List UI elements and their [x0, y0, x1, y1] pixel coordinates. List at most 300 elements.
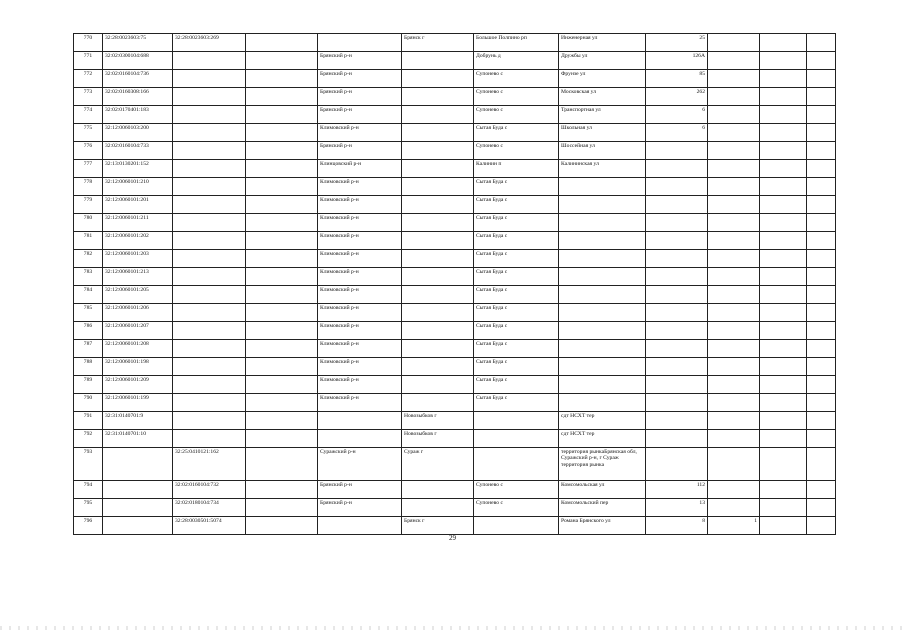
cell-settlement — [474, 430, 559, 448]
cell-column-11 — [760, 517, 807, 535]
cell-column-10 — [708, 106, 760, 124]
cell-district: Климовский р-н — [318, 268, 402, 286]
cell-street — [559, 304, 646, 322]
table-row — [74, 52, 836, 70]
cell-column-4 — [246, 142, 318, 160]
cell-column-11 — [760, 499, 807, 517]
table-row — [74, 250, 836, 268]
cell-column-10 — [708, 250, 760, 268]
cell-city — [402, 394, 474, 412]
cell-column-11 — [760, 88, 807, 106]
cell-city — [402, 142, 474, 160]
cell-row-number: 777 — [74, 160, 103, 178]
cell-column-4 — [246, 250, 318, 268]
cell-cadastral-number — [103, 448, 173, 481]
table-row — [74, 70, 836, 88]
cell-column-4 — [246, 394, 318, 412]
cell-row-number: 774 — [74, 106, 103, 124]
cell-parent-cadastral-number — [173, 268, 246, 286]
cell-street — [559, 214, 646, 232]
cell-column-10 — [708, 430, 760, 448]
cell-column-12 — [807, 88, 836, 106]
cell-column-10 — [708, 214, 760, 232]
cell-column-4 — [246, 499, 318, 517]
cell-column-11 — [760, 214, 807, 232]
cell-row-number: 784 — [74, 286, 103, 304]
cell-column-11 — [760, 481, 807, 499]
cell-street: Комсомольская ул — [559, 481, 646, 499]
cell-row-number: 793 — [74, 448, 103, 481]
cell-house-number — [646, 160, 708, 178]
cell-house-number: 8 — [646, 517, 708, 535]
cell-parent-cadastral-number: 32:28:0023603:269 — [173, 34, 246, 52]
table-row — [74, 214, 836, 232]
cell-district: Брянский р-н — [318, 499, 402, 517]
cell-column-10 — [708, 376, 760, 394]
cell-column-10 — [708, 88, 760, 106]
cell-column-4 — [246, 106, 318, 124]
cell-column-4 — [246, 70, 318, 88]
cell-street: Шоссейная ул — [559, 142, 646, 160]
cell-city — [402, 499, 474, 517]
cell-cadastral-number: 32:12:0060101:198 — [103, 358, 173, 376]
cell-parent-cadastral-number: 32:28:0030501:5074 — [173, 517, 246, 535]
cell-house-number — [646, 448, 708, 481]
cell-row-number: 796 — [74, 517, 103, 535]
cell-row-number: 780 — [74, 214, 103, 232]
cell-row-number: 792 — [74, 430, 103, 448]
cell-district — [318, 34, 402, 52]
cell-row-number: 770 — [74, 34, 103, 52]
table-row — [74, 430, 836, 448]
cell-column-12 — [807, 196, 836, 214]
cell-house-number — [646, 340, 708, 358]
cell-city — [402, 88, 474, 106]
table-row — [74, 448, 836, 481]
cell-column-4 — [246, 430, 318, 448]
table-row — [74, 517, 836, 535]
cell-column-11 — [760, 340, 807, 358]
cell-district: Климовский р-н — [318, 178, 402, 196]
cell-settlement — [474, 517, 559, 535]
table-row — [74, 412, 836, 430]
cell-settlement: Калинин п — [474, 160, 559, 178]
table-row — [74, 196, 836, 214]
table-row — [74, 376, 836, 394]
cell-district: Климовский р-н — [318, 286, 402, 304]
cell-column-11 — [760, 376, 807, 394]
cell-settlement: Сытая Буда с — [474, 376, 559, 394]
cell-column-10 — [708, 160, 760, 178]
cell-street: сдт НСХТ тер — [559, 412, 646, 430]
cell-column-4 — [246, 376, 318, 394]
cell-column-12 — [807, 214, 836, 232]
cell-settlement: Большое Полпино рп — [474, 34, 559, 52]
cell-cadastral-number: 32:12:0060101:207 — [103, 322, 173, 340]
cell-column-10 — [708, 358, 760, 376]
cell-row-number: 782 — [74, 250, 103, 268]
cell-column-12 — [807, 52, 836, 70]
cell-column-10 — [708, 286, 760, 304]
cell-cadastral-number: 32:12:0060101:206 — [103, 304, 173, 322]
cell-column-10 — [708, 304, 760, 322]
cell-house-number — [646, 412, 708, 430]
cell-row-number: 779 — [74, 196, 103, 214]
cell-settlement: Сытая Буда с — [474, 214, 559, 232]
cell-column-12 — [807, 517, 836, 535]
cell-parent-cadastral-number — [173, 142, 246, 160]
cell-column-11 — [760, 160, 807, 178]
cell-house-number — [646, 322, 708, 340]
cell-house-number: 112 — [646, 481, 708, 499]
cell-column-12 — [807, 412, 836, 430]
cell-city — [402, 70, 474, 88]
cell-settlement: Сытая Буда с — [474, 286, 559, 304]
cell-district: Клинцовский р-н — [318, 160, 402, 178]
cell-column-11 — [760, 34, 807, 52]
cell-column-10 — [708, 322, 760, 340]
cell-house-number — [646, 304, 708, 322]
table-row — [74, 340, 836, 358]
cell-column-10 — [708, 268, 760, 286]
cell-cadastral-number: 32:12:0060101:208 — [103, 340, 173, 358]
cell-column-10 — [708, 178, 760, 196]
cell-column-12 — [807, 394, 836, 412]
cell-column-4 — [246, 196, 318, 214]
cell-house-number — [646, 232, 708, 250]
cell-column-12 — [807, 106, 836, 124]
cell-cadastral-number: 32:12:0060101:211 — [103, 214, 173, 232]
cell-city: Новозыбков г — [402, 412, 474, 430]
cell-row-number: 787 — [74, 340, 103, 358]
cell-district: Брянский р-н — [318, 52, 402, 70]
cell-settlement: Сытая Буда с — [474, 268, 559, 286]
cell-parent-cadastral-number — [173, 160, 246, 178]
cell-house-number — [646, 178, 708, 196]
cell-parent-cadastral-number — [173, 412, 246, 430]
cell-district: Брянский р-н — [318, 106, 402, 124]
table-row — [74, 322, 836, 340]
cell-column-12 — [807, 178, 836, 196]
cell-house-number — [646, 430, 708, 448]
cell-house-number — [646, 142, 708, 160]
cell-street — [559, 394, 646, 412]
cell-column-10 — [708, 52, 760, 70]
cell-column-12 — [807, 250, 836, 268]
cell-row-number: 778 — [74, 178, 103, 196]
cell-street — [559, 358, 646, 376]
cell-settlement: Сытая Буда с — [474, 196, 559, 214]
cell-column-10 — [708, 70, 760, 88]
cell-column-12 — [807, 286, 836, 304]
cell-street: Дружбы ул — [559, 52, 646, 70]
cell-parent-cadastral-number — [173, 214, 246, 232]
cell-cadastral-number — [103, 481, 173, 499]
cell-parent-cadastral-number — [173, 52, 246, 70]
cell-column-4 — [246, 412, 318, 430]
cell-settlement: Сытая Буда с — [474, 232, 559, 250]
cell-city — [402, 232, 474, 250]
cell-column-12 — [807, 142, 836, 160]
cell-city — [402, 52, 474, 70]
cell-house-number: 85 — [646, 70, 708, 88]
cell-column-4 — [246, 214, 318, 232]
cell-row-number: 775 — [74, 124, 103, 142]
cell-column-12 — [807, 304, 836, 322]
cell-house-number — [646, 268, 708, 286]
cell-settlement: Супонево с — [474, 70, 559, 88]
cell-settlement: Сытая Буда с — [474, 340, 559, 358]
table-row — [74, 160, 836, 178]
cell-column-11 — [760, 358, 807, 376]
cell-house-number — [646, 196, 708, 214]
cell-cadastral-number: 32:31:0140701:9 — [103, 412, 173, 430]
cell-district: Брянский р-н — [318, 70, 402, 88]
cell-parent-cadastral-number — [173, 250, 246, 268]
cell-parent-cadastral-number — [173, 394, 246, 412]
cell-city — [402, 106, 474, 124]
cell-column-11 — [760, 196, 807, 214]
cell-row-number: 781 — [74, 232, 103, 250]
cell-row-number: 773 — [74, 88, 103, 106]
cell-district: Климовский р-н — [318, 214, 402, 232]
table-row — [74, 394, 836, 412]
cell-column-12 — [807, 430, 836, 448]
cell-house-number — [646, 376, 708, 394]
cell-column-4 — [246, 340, 318, 358]
cell-parent-cadastral-number — [173, 358, 246, 376]
cell-house-number — [646, 214, 708, 232]
cell-column-4 — [246, 358, 318, 376]
cell-column-10 — [708, 232, 760, 250]
table-row — [74, 142, 836, 160]
cell-settlement: Супонево с — [474, 106, 559, 124]
cell-parent-cadastral-number — [173, 178, 246, 196]
cell-parent-cadastral-number — [173, 286, 246, 304]
cell-district: Климовский р-н — [318, 124, 402, 142]
cell-district: Климовский р-н — [318, 196, 402, 214]
cell-column-12 — [807, 481, 836, 499]
cell-settlement: Супонево с — [474, 499, 559, 517]
table-row — [74, 499, 836, 517]
cell-parent-cadastral-number — [173, 376, 246, 394]
cell-settlement: Сытая Буда с — [474, 250, 559, 268]
cell-district: Климовский р-н — [318, 232, 402, 250]
cell-column-4 — [246, 481, 318, 499]
cell-city — [402, 268, 474, 286]
cell-street: территория рынкаБрянская обл, Суражский р-н, г Сураж территория рынка — [559, 448, 646, 481]
cell-settlement: Супонево с — [474, 142, 559, 160]
cell-column-12 — [807, 268, 836, 286]
cell-district — [318, 412, 402, 430]
cell-settlement — [474, 412, 559, 430]
cell-street — [559, 286, 646, 304]
cell-street — [559, 376, 646, 394]
cell-parent-cadastral-number — [173, 106, 246, 124]
cell-cadastral-number: 32:12:0060103:200 — [103, 124, 173, 142]
table-row — [74, 88, 836, 106]
cell-city — [402, 340, 474, 358]
cell-row-number: 785 — [74, 304, 103, 322]
cell-column-10 — [708, 412, 760, 430]
cell-column-10 — [708, 34, 760, 52]
cell-street: Комсомольский пер — [559, 499, 646, 517]
cell-parent-cadastral-number: 32:02:0160104:732 — [173, 481, 246, 499]
table-row — [74, 286, 836, 304]
cell-column-10 — [708, 448, 760, 481]
cell-parent-cadastral-number — [173, 430, 246, 448]
cell-column-12 — [807, 322, 836, 340]
cell-column-4 — [246, 517, 318, 535]
cell-street: Инженерная ул — [559, 34, 646, 52]
cell-street — [559, 322, 646, 340]
cell-column-11 — [760, 412, 807, 430]
cell-column-4 — [246, 160, 318, 178]
cell-cadastral-number — [103, 499, 173, 517]
cell-street — [559, 178, 646, 196]
cell-column-10 — [708, 481, 760, 499]
cell-district: Брянский р-н — [318, 88, 402, 106]
cell-cadastral-number: 32:13:0130201:152 — [103, 160, 173, 178]
cell-column-12 — [807, 358, 836, 376]
cell-house-number — [646, 358, 708, 376]
cell-city — [402, 358, 474, 376]
cell-column-10 — [708, 196, 760, 214]
cell-settlement: Сытая Буда с — [474, 124, 559, 142]
cell-column-12 — [807, 340, 836, 358]
cell-street — [559, 196, 646, 214]
cell-parent-cadastral-number: 32:02:0180104:734 — [173, 499, 246, 517]
cell-column-11 — [760, 322, 807, 340]
cell-column-4 — [246, 322, 318, 340]
cell-column-10: 1 — [708, 517, 760, 535]
cell-column-4 — [246, 34, 318, 52]
cell-column-4 — [246, 448, 318, 481]
cell-district: Климовский р-н — [318, 304, 402, 322]
table-row — [74, 232, 836, 250]
cell-city — [402, 196, 474, 214]
cell-parent-cadastral-number — [173, 304, 246, 322]
cell-settlement: Сытая Буда с — [474, 394, 559, 412]
cell-row-number: 772 — [74, 70, 103, 88]
cell-column-12 — [807, 124, 836, 142]
cell-row-number: 795 — [74, 499, 103, 517]
cell-column-11 — [760, 70, 807, 88]
cell-cadastral-number: 32:31:0140701:10 — [103, 430, 173, 448]
cell-row-number: 791 — [74, 412, 103, 430]
cell-settlement: Сытая Буда с — [474, 358, 559, 376]
cell-column-11 — [760, 268, 807, 286]
cell-row-number: 790 — [74, 394, 103, 412]
cell-cadastral-number: 32:02:0160308:166 — [103, 88, 173, 106]
cell-column-4 — [246, 124, 318, 142]
cell-column-10 — [708, 340, 760, 358]
cell-city: Брянск г — [402, 517, 474, 535]
cell-city — [402, 304, 474, 322]
cell-cadastral-number: 32:28:0023603:75 — [103, 34, 173, 52]
cell-settlement: Супонево с — [474, 88, 559, 106]
cell-city — [402, 322, 474, 340]
cell-city — [402, 481, 474, 499]
cell-column-11 — [760, 178, 807, 196]
cell-street: Транспортная ул — [559, 106, 646, 124]
cell-column-4 — [246, 286, 318, 304]
cell-row-number: 776 — [74, 142, 103, 160]
cell-column-4 — [246, 88, 318, 106]
cell-parent-cadastral-number — [173, 232, 246, 250]
cell-column-11 — [760, 286, 807, 304]
cell-column-11 — [760, 250, 807, 268]
cell-city — [402, 160, 474, 178]
cell-parent-cadastral-number — [173, 340, 246, 358]
cell-column-11 — [760, 448, 807, 481]
cell-column-4 — [246, 178, 318, 196]
cell-district: Климовский р-н — [318, 250, 402, 268]
cell-column-4 — [246, 304, 318, 322]
cell-district: Климовский р-н — [318, 394, 402, 412]
cell-settlement — [474, 448, 559, 481]
cell-row-number: 794 — [74, 481, 103, 499]
cell-house-number: 25 — [646, 34, 708, 52]
cell-street: Московская ул — [559, 88, 646, 106]
cell-column-10 — [708, 499, 760, 517]
cell-settlement: Добрунь д — [474, 52, 559, 70]
cell-district: Брянский р-н — [318, 481, 402, 499]
cell-district: Суражский р-н — [318, 448, 402, 481]
cell-house-number: 126А — [646, 52, 708, 70]
cell-cadastral-number: 32:12:0060101:201 — [103, 196, 173, 214]
cell-street: Романа Брянского ул — [559, 517, 646, 535]
cell-city — [402, 286, 474, 304]
cell-column-11 — [760, 430, 807, 448]
cell-district: Климовский р-н — [318, 322, 402, 340]
cell-column-12 — [807, 376, 836, 394]
cell-city: Брянск г — [402, 34, 474, 52]
cell-house-number — [646, 250, 708, 268]
cell-settlement: Сытая Буда с — [474, 304, 559, 322]
cell-row-number: 783 — [74, 268, 103, 286]
cell-cadastral-number: 32:12:0060101:210 — [103, 178, 173, 196]
cell-column-12 — [807, 499, 836, 517]
cell-cadastral-number — [103, 517, 173, 535]
cell-row-number: 771 — [74, 52, 103, 70]
cell-parent-cadastral-number — [173, 88, 246, 106]
cell-cadastral-number: 32:12:0060101:199 — [103, 394, 173, 412]
cell-cadastral-number: 32:02:0160104:733 — [103, 142, 173, 160]
cell-cadastral-number: 32:12:0060101:209 — [103, 376, 173, 394]
cell-city — [402, 124, 474, 142]
cell-column-11 — [760, 52, 807, 70]
cell-district — [318, 517, 402, 535]
cell-cadastral-number: 32:02:0160104:736 — [103, 70, 173, 88]
cell-parent-cadastral-number — [173, 322, 246, 340]
table-row — [74, 124, 836, 142]
cell-street: сдт НСХТ тер — [559, 430, 646, 448]
table-row — [74, 481, 836, 499]
cell-district: Климовский р-н — [318, 358, 402, 376]
cell-cadastral-number: 32:12:0060101:203 — [103, 250, 173, 268]
scan-artifact-strip — [0, 626, 905, 630]
registry-table-body — [74, 34, 836, 535]
cell-cadastral-number: 32:02:0170401:183 — [103, 106, 173, 124]
cell-column-11 — [760, 142, 807, 160]
cell-parent-cadastral-number — [173, 70, 246, 88]
cell-street — [559, 250, 646, 268]
cell-district — [318, 430, 402, 448]
table-row — [74, 304, 836, 322]
cell-column-4 — [246, 268, 318, 286]
cell-parent-cadastral-number — [173, 124, 246, 142]
